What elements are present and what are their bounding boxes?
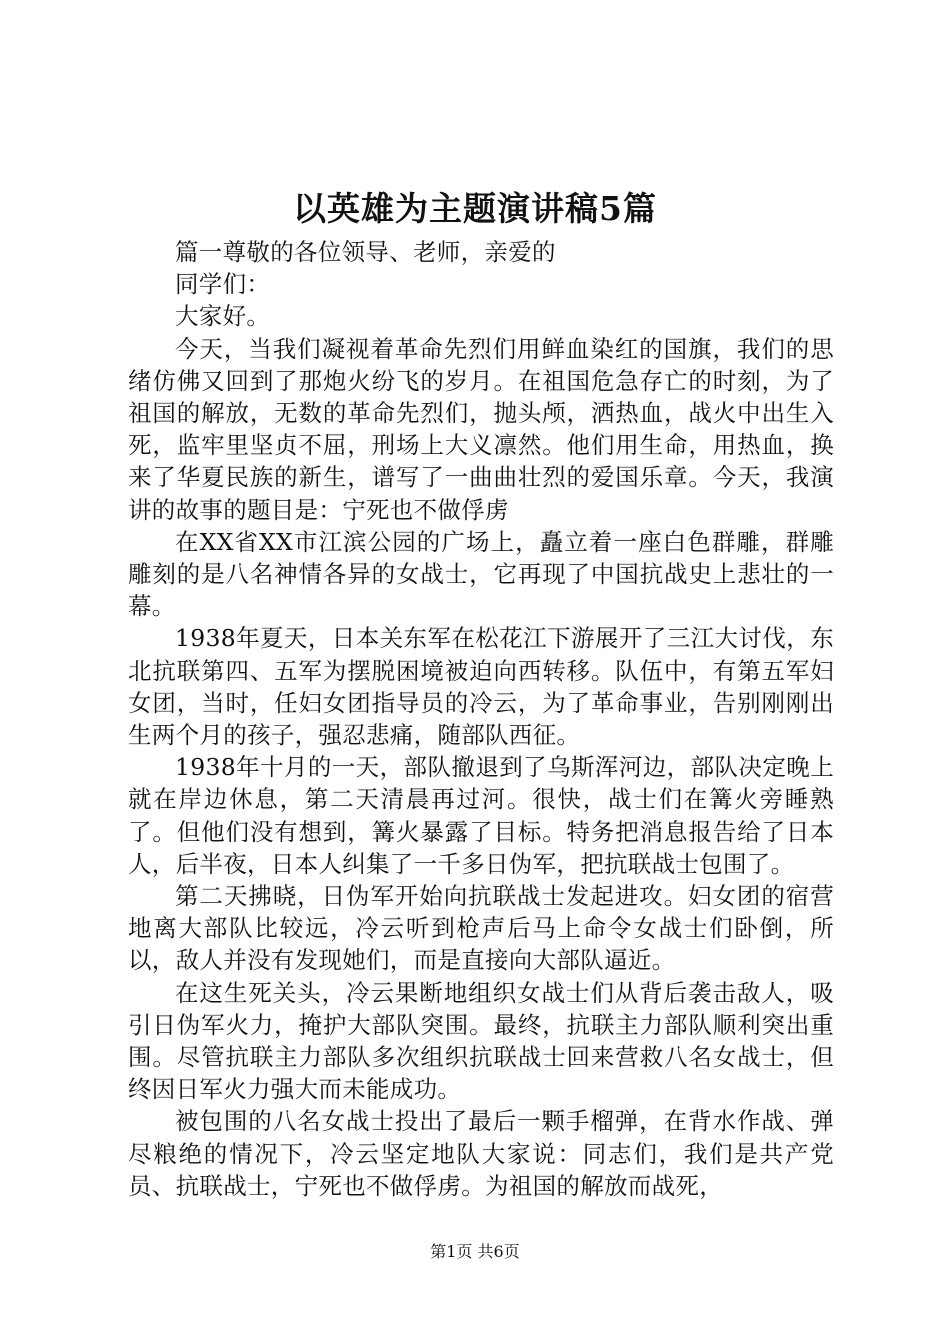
paragraph: 1938年十月的一天，部队撤退到了乌斯浑河边，部队决定晚上就在岸边休息，第二天清晨再过河。很快，战士们在篝火旁睡熟了。但他们没有想到，篝火暴露了目标。特务把消息报告给了日本人，后半夜，日本人纠集了一千多日伪军，把抗联战士包围了。 (128, 753, 834, 878)
paragraph: 第二天拂晓，日伪军开始向抗联战士发起进攻。妇女团的宿营地离大部队比较远，冷云听到枪声后马上命令女战士们卧倒，所以，敌人并没有发现她们，而是直接向大部队逼近。 (128, 882, 834, 975)
paragraph: 被包围的八名女战士投出了最后一颗手榴弹，在背水作战、弹尽粮绝的情况下，冷云坚定地队大家说：同志们，我们是共产党员、抗联战士，宁死也不做俘虏。为祖国的解放而战死， (128, 1107, 834, 1200)
document-body (128, 236, 834, 1202)
paragraph: 1938年夏天，日本关东军在松花江下游展开了三江大讨伐，东北抗联第四、五军为摆脱困境被迫向西转移。队伍中，有第五军妇女团，当时，任妇女团指导员的冷云，为了革命事业，告别刚刚出生两个月的孩子，强忍悲痛，随部队西征。 (128, 624, 834, 750)
paragraph: 在XX省XX市江滨公园的广场上，矗立着一座白色群雕，群雕雕刻的是八名神情各异的女战士，它再现了中国抗战史上悲壮的一幕。 (128, 527, 834, 621)
page-number-footer: 第1页 共6页 (430, 1242, 520, 1261)
paragraph: 今天，当我们凝视着革命先烈们用鲜血染红的国旗，我们的思绪仿佛又回到了那炮火纷飞的岁月。在祖国危急存亡的时刻，为了祖国的解放，无数的革命先烈们，抛头颅，洒热血，战火中出生入死，监牢里坚贞不屈，刑场上大义凛然。他们用生命，用热血，换来了华夏民族的新生，谱写了一曲曲壮烈的爱国乐章。今天，我演讲的故事的题目是：宁死也不做俘虏 (128, 334, 834, 524)
paragraph: 大家好。 (175, 302, 271, 331)
paragraph: 同学们： (175, 270, 271, 299)
document-title: 以英雄为主题演讲稿5篇 (293, 189, 657, 228)
paragraph: 篇一尊敬的各位领导、老师，亲爱的 (175, 238, 556, 266)
paragraph: 在这生死关头，冷云果断地组织女战士们从背后袭击敌人，吸引日伪军火力，掩护大部队突围。最终，抗联主力部队顺利突出重围。尽管抗联主力部队多次组织抗联战士回来营救八名女战士，但终因日军火力强大而未能成功。 (128, 978, 834, 1104)
